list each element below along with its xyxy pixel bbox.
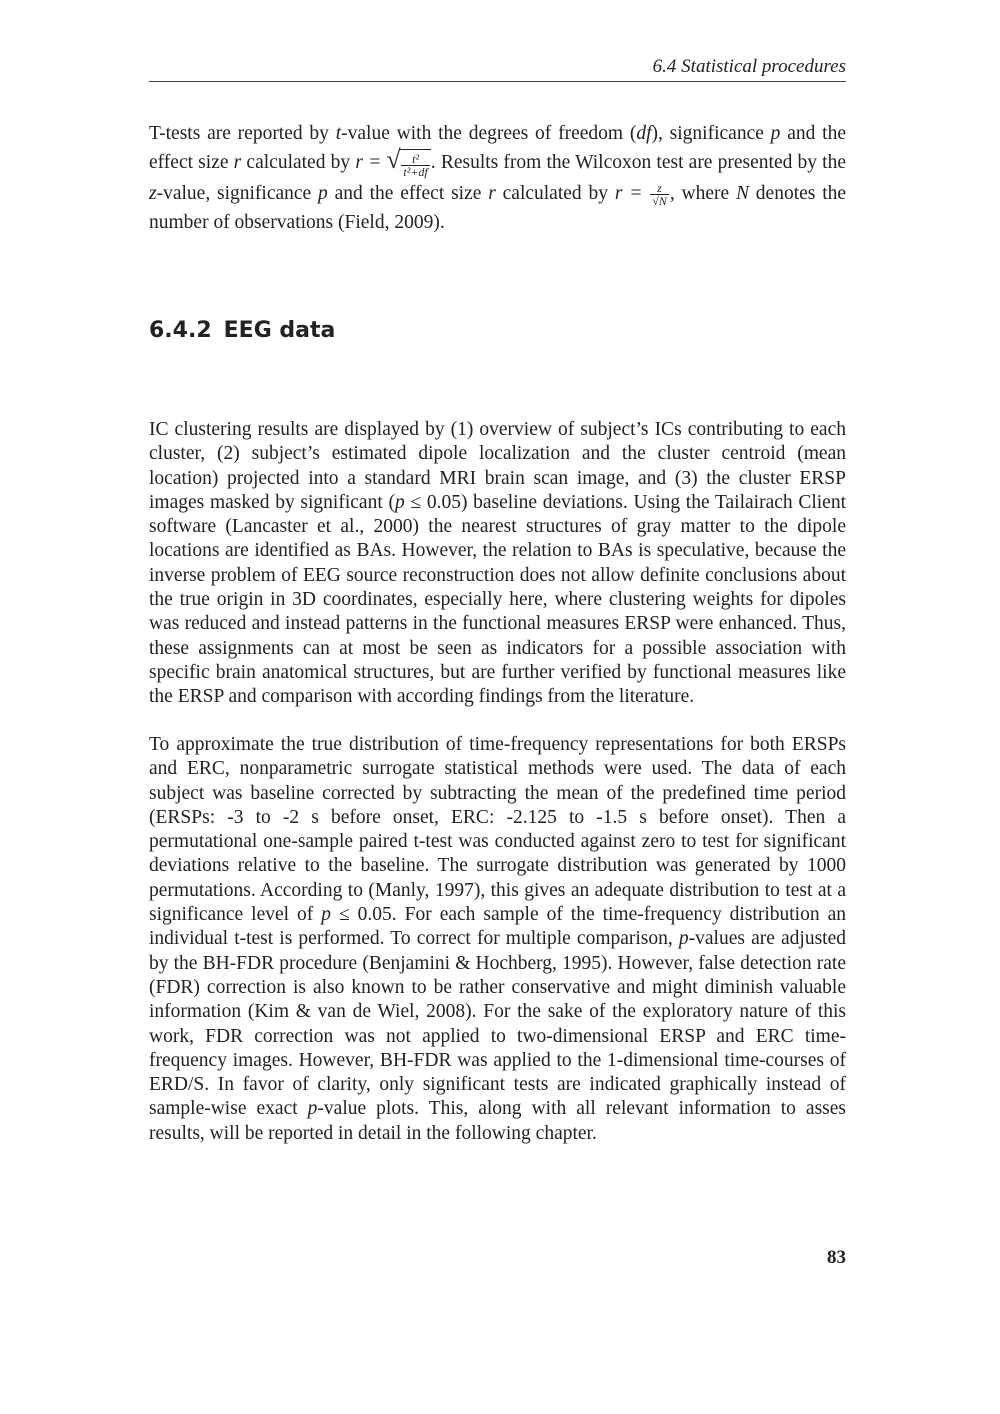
math-r: r	[233, 152, 242, 173]
text: -value plots. This, along with all relevant information to asses results, will be reported in detail in the following chapter.	[149, 1098, 846, 1144]
math-p: p	[678, 928, 689, 950]
paragraph-statistics-reporting	[149, 119, 846, 237]
text: , where	[669, 182, 736, 204]
header-rule	[149, 81, 846, 82]
fraction-denominator: t²+df	[403, 164, 428, 179]
math-p: p	[321, 904, 332, 926]
fraction-numerator: z	[650, 182, 669, 195]
section-heading	[149, 318, 347, 343]
fraction-z-over-sqrt-n	[650, 182, 669, 207]
sqrt-formula	[386, 144, 430, 179]
fraction-numerator: t²	[401, 153, 429, 166]
math-df: df	[636, 123, 652, 144]
paragraph-surrogate-statistics	[149, 733, 846, 1146]
text: -value, significance	[156, 182, 319, 204]
text: calculated by	[241, 152, 356, 173]
math-r: r	[488, 182, 496, 204]
math-n: N	[735, 182, 749, 204]
text: denotes the number of observations (Field, 2009).	[149, 182, 847, 233]
text: and the effect size	[149, 123, 846, 173]
math-r-equals: r =	[614, 182, 643, 204]
text: -value with the degrees of freedom (	[341, 123, 637, 144]
fraction-t-squared	[401, 153, 429, 178]
fraction-denominator: √N	[652, 193, 667, 208]
math-z: z	[149, 182, 157, 204]
text: . Results from the Wilcoxon test are presented by the	[430, 152, 847, 173]
section-title: EEG data	[223, 318, 336, 343]
text: calculated by	[495, 182, 615, 204]
page-number: 83	[827, 1247, 846, 1268]
text: To approximate the true distribution of time-frequency representations for both ERSPs and ERC, nonparametric surrogate statistical methods were used. The data of each subject was baseline corrected by subtracting the mean of the predefined time period (ERSPs: -3 to -2 s before onset, ERC: -2.125 to -1.5 s before onset). Then a permutational one-sample paired t-test was conducted against zero to test for significant deviations relative to the baseline. The surrogate distribution was generated by 1000 permutations. According to (Manly, 1997), this gives an adequate distribution to test at a significance level of	[149, 734, 846, 926]
paragraph-ic-clustering	[149, 418, 846, 710]
math-p: p	[318, 182, 328, 204]
text: and the effect size	[327, 182, 489, 204]
math-p: p	[394, 491, 405, 513]
text: T-tests are reported by	[149, 123, 336, 144]
math-r-equals: r =	[355, 152, 382, 173]
math-p: p	[307, 1098, 318, 1120]
math-t: t	[335, 123, 342, 144]
text: IC clustering results are displayed by (1) overview of subject’s ICs contributing to each cluster, (2) subject’s estimated dipole localization and the cluster centroid (mean location) projected into a standard MRI brain scan image, and (3) the cluster ERSP images masked by significant (	[149, 419, 846, 513]
section-number: 6.4.2	[149, 318, 212, 343]
running-header: 6.4 Statistical procedures	[652, 56, 846, 77]
text: -values are adjusted by the BH-FDR procedure (Benjamini & Hochberg, 1995). However, false detection rate (FDR) correction is also known to be rather conservative and might diminish valuable information (Kim & van de Wiel, 2008). For the sake of the exploratory nature of this work, FDR correction was not applied to two-dimensional ERSP and ERC time-frequency images. However, BH-FDR was applied to the 1-dimensional time-courses of ERD/S. In favor of clarity, only significant tests are indicated graphically instead of sample-wise exact	[149, 928, 846, 1120]
text: ≤ 0.05. For each sample of the time-frequency distribution an individual t-test is performed. To correct for multiple comparison,	[149, 904, 846, 950]
text: ≤ 0.05) baseline deviations. Using the Tailairach Client software (Lancaster et al., 2000) the nearest structures of gray matter to the dipole locations are identified as BAs. However, the relation to BAs is speculative, because the inverse problem of EEG source reconstruction does not allow definite conclusions about the true origin in 3D coordinates, especially here, where clustering weights for dipoles was reduced and instead patterns in the functional measures ERSP were enhanced. Thus, these assignments can at most be seen as indicators for a possible association with specific brain anatomical structures, but are further verified by functional measures like the ERSP and comparison with according findings from the literature.	[149, 491, 846, 708]
radical-sign: √	[386, 144, 401, 174]
math-p: p	[770, 123, 781, 144]
text: ), significance	[651, 123, 771, 144]
